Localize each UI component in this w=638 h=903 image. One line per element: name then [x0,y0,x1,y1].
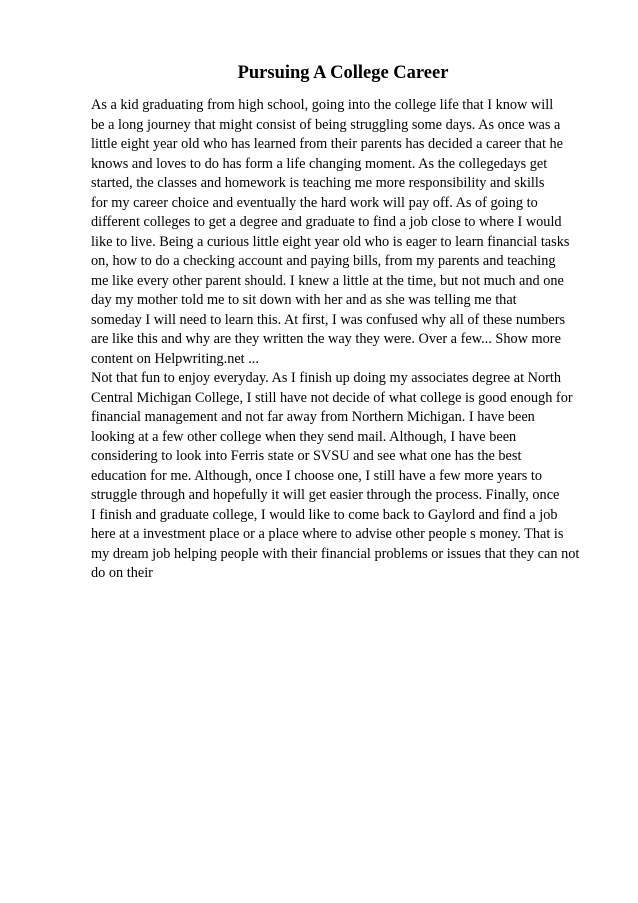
text-line: different colleges to get a degree and graduate to find a job close to where I would [91,214,562,230]
text-line: like to live. Being a curious little eight year old who is eager to learn financial tasks [91,233,570,250]
text-line: looking at a few other college when they send mail. Although, I have been [91,428,517,445]
text-line: me like every other parent should. I knew a little at the time, but not much and one [91,272,564,289]
text-line: here at a investment place or a place where to advise other people s money. That is [91,526,564,542]
text-line: I finish and graduate college, I would like to come back to Gaylord and find a job [91,506,558,523]
text-line: considering to look into Ferris state or SVSU and see what one has the best [91,448,522,464]
text-line: do on their [91,565,153,581]
text-line: someday I will need to learn this. At first, I was confused why all of these numbers [91,311,566,328]
text-line: for my career choice and eventually the hard work will pay off. As of going to [91,194,538,211]
text-line: are like this and why are they written the way they were. Over a few... Show more [91,331,561,347]
text-line: financial management and not far away from Northern Michigan. I have been [91,409,535,425]
text-line: Not that fun to enjoy everyday. As I finish up doing my associates degree at North [91,370,561,386]
text-line: started, the classes and homework is teaching me more responsibility and skills [91,175,545,191]
text-line: As a kid graduating from high school, going into the college life that I know will [91,97,554,113]
text-line: education for me. Although, once I choose one, I still have a few more years to [91,467,543,484]
document-title: Pursuing A College Career [237,63,449,83]
text-line: knows and loves to do has form a life changing moment. As the collegedays get [91,155,548,172]
document-body [91,96,611,584]
text-line: Central Michigan College, I still have not decide of what college is good enough for [91,389,573,406]
text-line: on, how to do a checking account and paying bills, from my parents and teaching [91,253,556,269]
text-line: content on Helpwriting.net ... [91,350,259,367]
text-line: day my mother told me to sit down with her and as she was telling me that [91,292,517,308]
text-line: struggle through and hopefully it will get easier through the process. Finally, once [91,487,560,503]
text-line: be a long journey that might consist of being struggling some days. As once was a [91,116,561,133]
text-line: little eight year old who has learned from their parents has decided a career that he [91,136,563,152]
text-line: my dream job helping people with their financial problems or issues that they can not [91,545,580,562]
